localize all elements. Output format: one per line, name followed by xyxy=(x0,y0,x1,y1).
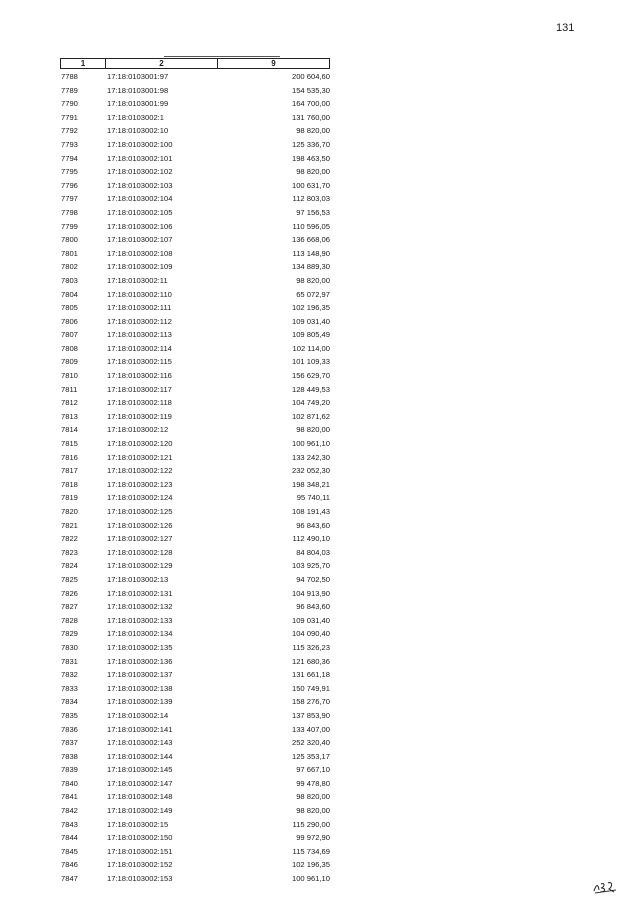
row-number: 7834 xyxy=(61,697,78,707)
row-number: 7813 xyxy=(61,411,78,421)
value: 198 348,21 xyxy=(291,479,330,489)
row-number: 7817 xyxy=(61,466,78,476)
table-row xyxy=(60,111,330,125)
value: 109 031,40 xyxy=(291,615,330,625)
cadastral-number: 17:18:0103002:132 xyxy=(107,602,173,612)
cadastral-number: 17:18:0103002:103 xyxy=(107,180,173,190)
cadastral-number: 17:18:0103002:109 xyxy=(107,262,173,272)
row-number: 7800 xyxy=(61,235,78,245)
row-number: 7792 xyxy=(61,126,78,136)
table-row xyxy=(60,763,330,777)
cadastral-number: 17:18:0103002:106 xyxy=(107,221,173,231)
cadastral-number: 17:18:0103002:121 xyxy=(107,452,173,462)
table-row xyxy=(60,328,330,342)
cadastral-number: 17:18:0103002:137 xyxy=(107,670,173,680)
row-number: 7839 xyxy=(61,765,78,775)
value: 137 853,90 xyxy=(291,710,330,720)
value: 125 336,70 xyxy=(291,139,330,149)
table-row xyxy=(60,723,330,737)
value: 104 913,90 xyxy=(291,588,330,598)
value: 101 109,33 xyxy=(291,357,330,367)
row-number: 7819 xyxy=(61,493,78,503)
handwritten-signature xyxy=(592,880,618,894)
table-row xyxy=(60,274,330,288)
row-number: 7793 xyxy=(61,139,78,149)
value: 112 803,03 xyxy=(292,194,330,204)
cadastral-number: 17:18:0103002:114 xyxy=(107,343,172,353)
table-row xyxy=(60,559,330,573)
value: 128 449,53 xyxy=(291,384,330,394)
row-number: 7830 xyxy=(61,642,78,652)
value: 109 805,49 xyxy=(291,330,330,340)
cadastral-number: 17:18:0103002:129 xyxy=(107,561,173,571)
cadastral-number: 17:18:0103002:105 xyxy=(107,207,173,217)
table-row xyxy=(60,505,330,519)
cadastral-number: 17:18:0103002:135 xyxy=(107,642,173,652)
value: 104 090,40 xyxy=(291,629,330,639)
cadastral-number: 17:18:0103002:15 xyxy=(107,819,169,829)
value: 198 463,50 xyxy=(291,153,330,163)
table-row xyxy=(60,845,330,859)
value: 113 148,90 xyxy=(292,248,330,258)
table-row xyxy=(60,491,330,505)
table-row xyxy=(60,451,330,465)
table-row xyxy=(60,478,330,492)
value: 98 820,00 xyxy=(296,275,330,285)
value: 252 320,40 xyxy=(291,738,330,748)
table-row xyxy=(60,70,330,84)
row-number: 7794 xyxy=(61,153,78,163)
row-number: 7789 xyxy=(61,85,78,95)
cadastral-number: 17:18:0103002:128 xyxy=(107,547,173,557)
table-row xyxy=(60,301,330,315)
table-row xyxy=(60,383,330,397)
row-number: 7832 xyxy=(61,670,78,680)
value: 102 196,35 xyxy=(291,303,330,313)
value: 102 871,62 xyxy=(291,411,330,421)
cadastral-number: 17:18:0103002:123 xyxy=(107,479,173,489)
value: 110 596,05 xyxy=(292,221,330,231)
row-number: 7826 xyxy=(61,588,78,598)
table-row xyxy=(60,260,330,274)
row-number: 7846 xyxy=(61,860,78,870)
table-row xyxy=(60,872,330,886)
row-number: 7845 xyxy=(61,846,78,856)
table-row xyxy=(60,573,330,587)
row-number: 7791 xyxy=(61,112,78,122)
row-number: 7806 xyxy=(61,316,78,326)
table-row xyxy=(60,614,330,628)
row-number: 7809 xyxy=(61,357,78,367)
value: 125 353,17 xyxy=(291,751,330,761)
value: 99 972,90 xyxy=(296,833,330,843)
value: 131 760,00 xyxy=(291,112,330,122)
row-number: 7840 xyxy=(61,778,78,788)
cadastral-number: 17:18:0103002:143 xyxy=(107,738,173,748)
cadastral-number: 17:18:0103001:99 xyxy=(107,99,169,109)
value: 100 961,10 xyxy=(291,874,330,884)
table-row xyxy=(60,668,330,682)
row-number: 7804 xyxy=(61,289,78,299)
table-row xyxy=(60,777,330,791)
value: 156 629,70 xyxy=(291,371,330,381)
value: 136 668,06 xyxy=(291,235,330,245)
header-col-2: 2 xyxy=(106,59,218,68)
table-row xyxy=(60,546,330,560)
table-row xyxy=(60,410,330,424)
value: 134 889,30 xyxy=(291,262,330,272)
cadastral-number: 17:18:0103002:122 xyxy=(107,466,173,476)
value: 95 740,11 xyxy=(296,493,330,503)
table-row xyxy=(60,627,330,641)
cadastral-number: 17:18:0103002:147 xyxy=(107,778,173,788)
row-number: 7805 xyxy=(61,303,78,313)
value: 100 961,10 xyxy=(291,439,330,449)
row-number: 7842 xyxy=(61,806,78,816)
row-number: 7831 xyxy=(61,656,78,666)
cadastral-number: 17:18:0103001:97 xyxy=(107,72,169,81)
row-number: 7814 xyxy=(61,425,78,435)
cadastral-number: 17:18:0103002:151 xyxy=(107,846,173,856)
row-number: 7821 xyxy=(61,520,78,530)
value: 115 734,69 xyxy=(292,846,330,856)
value: 97 667,10 xyxy=(296,765,330,775)
value: 131 661,18 xyxy=(291,670,330,680)
cadastral-number: 17:18:0103002:113 xyxy=(107,330,172,340)
cadastral-number: 17:18:0103002:149 xyxy=(107,806,173,816)
row-number: 7801 xyxy=(61,248,78,258)
row-number: 7844 xyxy=(61,833,78,843)
cadastral-number: 17:18:0103002:104 xyxy=(107,194,173,204)
cadastral-number: 17:18:0103002:13 xyxy=(107,574,169,584)
table-row xyxy=(60,532,330,546)
cadastral-number: 17:18:0103002:119 xyxy=(107,411,172,421)
table-header xyxy=(60,58,330,69)
cadastral-number: 17:18:0103001:98 xyxy=(107,85,169,95)
row-number: 7795 xyxy=(61,167,78,177)
value: 133 407,00 xyxy=(291,724,330,734)
row-number: 7827 xyxy=(61,602,78,612)
value: 158 276,70 xyxy=(291,697,330,707)
cadastral-number: 17:18:0103002:136 xyxy=(107,656,173,666)
row-number: 7825 xyxy=(61,574,78,584)
cadastral-number: 17:18:0103002:126 xyxy=(107,520,173,530)
cadastral-number: 17:18:0103002:111 xyxy=(107,303,172,313)
table-row xyxy=(60,220,330,234)
table-row xyxy=(60,818,330,832)
table-row xyxy=(60,369,330,383)
value: 98 820,00 xyxy=(296,167,330,177)
value: 100 631,70 xyxy=(291,180,330,190)
value: 65 072,97 xyxy=(296,289,330,299)
value: 98 820,00 xyxy=(296,425,330,435)
row-number: 7828 xyxy=(61,615,78,625)
table-row xyxy=(60,247,330,261)
cadastral-number: 17:18:0103002:124 xyxy=(107,493,173,503)
cadastral-number: 17:18:0103002:11 xyxy=(107,275,168,285)
row-number: 7798 xyxy=(61,207,78,217)
table-row xyxy=(60,206,330,220)
value: 96 843,60 xyxy=(296,520,330,530)
table-row xyxy=(60,655,330,669)
value: 98 820,00 xyxy=(296,806,330,816)
value: 115 326,23 xyxy=(292,642,330,652)
data-table xyxy=(60,58,330,886)
table-row xyxy=(60,97,330,111)
value: 232 052,30 xyxy=(291,466,330,476)
row-number: 7807 xyxy=(61,330,78,340)
table-row xyxy=(60,233,330,247)
table-row xyxy=(60,641,330,655)
table-row xyxy=(60,138,330,152)
cadastral-number: 17:18:0103002:152 xyxy=(107,860,173,870)
value: 112 490,10 xyxy=(292,534,330,544)
cadastral-number: 17:18:0103002:108 xyxy=(107,248,173,258)
row-number: 7823 xyxy=(61,547,78,557)
value: 94 702,50 xyxy=(296,574,330,584)
row-number: 7803 xyxy=(61,275,78,285)
cadastral-number: 17:18:0103002:101 xyxy=(107,153,173,163)
table-row xyxy=(60,179,330,193)
cadastral-number: 17:18:0103002:153 xyxy=(107,874,173,884)
row-number: 7790 xyxy=(61,99,78,109)
value: 84 804,03 xyxy=(296,547,330,557)
cadastral-number: 17:18:0103002:117 xyxy=(107,384,172,394)
cadastral-number: 17:18:0103002:12 xyxy=(107,425,169,435)
value: 115 290,00 xyxy=(292,819,330,829)
cadastral-number: 17:18:0103002:139 xyxy=(107,697,173,707)
cadastral-number: 17:18:0103002:134 xyxy=(107,629,173,639)
table-row xyxy=(60,124,330,138)
row-number: 7822 xyxy=(61,534,78,544)
value: 97 156,53 xyxy=(296,207,330,217)
table-row xyxy=(60,165,330,179)
table-row xyxy=(60,396,330,410)
table-row xyxy=(60,600,330,614)
table-body xyxy=(60,70,330,886)
value: 150 749,91 xyxy=(291,683,330,693)
table-row xyxy=(60,750,330,764)
row-number: 7788 xyxy=(61,72,78,81)
value: 133 242,30 xyxy=(291,452,330,462)
table-row xyxy=(60,858,330,872)
row-number: 7835 xyxy=(61,710,78,720)
row-number: 7843 xyxy=(61,819,78,829)
row-number: 7818 xyxy=(61,479,78,489)
cadastral-number: 17:18:0103002:1 xyxy=(107,112,165,122)
table-row xyxy=(60,519,330,533)
value: 103 925,70 xyxy=(291,561,330,571)
cadastral-number: 17:18:0103002:116 xyxy=(107,371,172,381)
table-row xyxy=(60,682,330,696)
row-number: 7815 xyxy=(61,439,78,449)
table-row xyxy=(60,288,330,302)
value: 98 820,00 xyxy=(296,792,330,802)
value: 164 700,00 xyxy=(291,99,330,109)
table-row xyxy=(60,355,330,369)
table-row xyxy=(60,464,330,478)
row-number: 7808 xyxy=(61,343,78,353)
cadastral-number: 17:18:0103002:102 xyxy=(107,167,173,177)
cadastral-number: 17:18:0103002:148 xyxy=(107,792,173,802)
table-row xyxy=(60,695,330,709)
cadastral-number: 17:18:0103002:112 xyxy=(107,316,172,326)
cadastral-number: 17:18:0103002:133 xyxy=(107,615,173,625)
table-row xyxy=(60,423,330,437)
row-number: 7841 xyxy=(61,792,78,802)
table-row xyxy=(60,804,330,818)
row-number: 7797 xyxy=(61,194,78,204)
row-number: 7824 xyxy=(61,561,78,571)
table-row xyxy=(60,152,330,166)
row-number: 7796 xyxy=(61,180,78,190)
row-number: 7820 xyxy=(61,507,78,516)
cadastral-number: 17:18:0103002:115 xyxy=(107,357,172,367)
table-row xyxy=(60,831,330,845)
table-row xyxy=(60,790,330,804)
cadastral-number: 17:18:0103002:14 xyxy=(107,710,169,720)
cadastral-number: 17:18:0103002:150 xyxy=(107,833,173,843)
table-row xyxy=(60,342,330,356)
cadastral-number: 17:18:0103002:118 xyxy=(107,398,172,408)
value: 108 191,43 xyxy=(291,507,330,516)
cadastral-number: 17:18:0103002:120 xyxy=(107,439,173,449)
table-row xyxy=(60,315,330,329)
row-number: 7837 xyxy=(61,738,78,748)
header-col-1: 1 xyxy=(61,59,106,68)
row-number: 7847 xyxy=(61,874,78,884)
table-row xyxy=(60,587,330,601)
row-number: 7816 xyxy=(61,452,78,462)
row-number: 7810 xyxy=(61,371,78,381)
table-row xyxy=(60,736,330,750)
row-number: 7833 xyxy=(61,683,78,693)
value: 102 114,00 xyxy=(292,343,330,353)
cadastral-number: 17:18:0103002:127 xyxy=(107,534,173,544)
cadastral-number: 17:18:0103002:125 xyxy=(107,507,173,516)
row-number: 7838 xyxy=(61,751,78,761)
cadastral-number: 17:18:0103002:107 xyxy=(107,235,173,245)
page-number: 131 xyxy=(556,22,575,34)
row-number: 7799 xyxy=(61,221,78,231)
cadastral-number: 17:18:0103002:141 xyxy=(107,724,173,734)
row-number: 7836 xyxy=(61,724,78,734)
cadastral-number: 17:18:0103002:145 xyxy=(107,765,173,775)
table-row xyxy=(60,437,330,451)
table-row xyxy=(60,84,330,98)
table-row xyxy=(60,192,330,206)
cadastral-number: 17:18:0103002:100 xyxy=(107,139,173,149)
header-rule xyxy=(164,56,280,57)
cadastral-number: 17:18:0103002:138 xyxy=(107,683,173,693)
cadastral-number: 17:18:0103002:144 xyxy=(107,751,173,761)
value: 121 680,36 xyxy=(291,656,330,666)
value: 102 196,35 xyxy=(291,860,330,870)
value: 109 031,40 xyxy=(291,316,330,326)
value: 99 478,80 xyxy=(296,778,330,788)
cadastral-number: 17:18:0103002:110 xyxy=(107,289,172,299)
row-number: 7802 xyxy=(61,262,78,272)
header-col-9: 9 xyxy=(271,59,276,68)
table-row xyxy=(60,709,330,723)
row-number: 7829 xyxy=(61,629,78,639)
row-number: 7811 xyxy=(61,384,78,394)
value: 104 749,20 xyxy=(291,398,330,408)
value: 154 535,30 xyxy=(291,85,330,95)
row-number: 7812 xyxy=(61,398,78,408)
value: 200 604,60 xyxy=(291,72,330,81)
cadastral-number: 17:18:0103002:10 xyxy=(107,126,169,136)
cadastral-number: 17:18:0103002:131 xyxy=(107,588,173,598)
value: 96 843,60 xyxy=(296,602,330,612)
value: 98 820,00 xyxy=(296,126,330,136)
